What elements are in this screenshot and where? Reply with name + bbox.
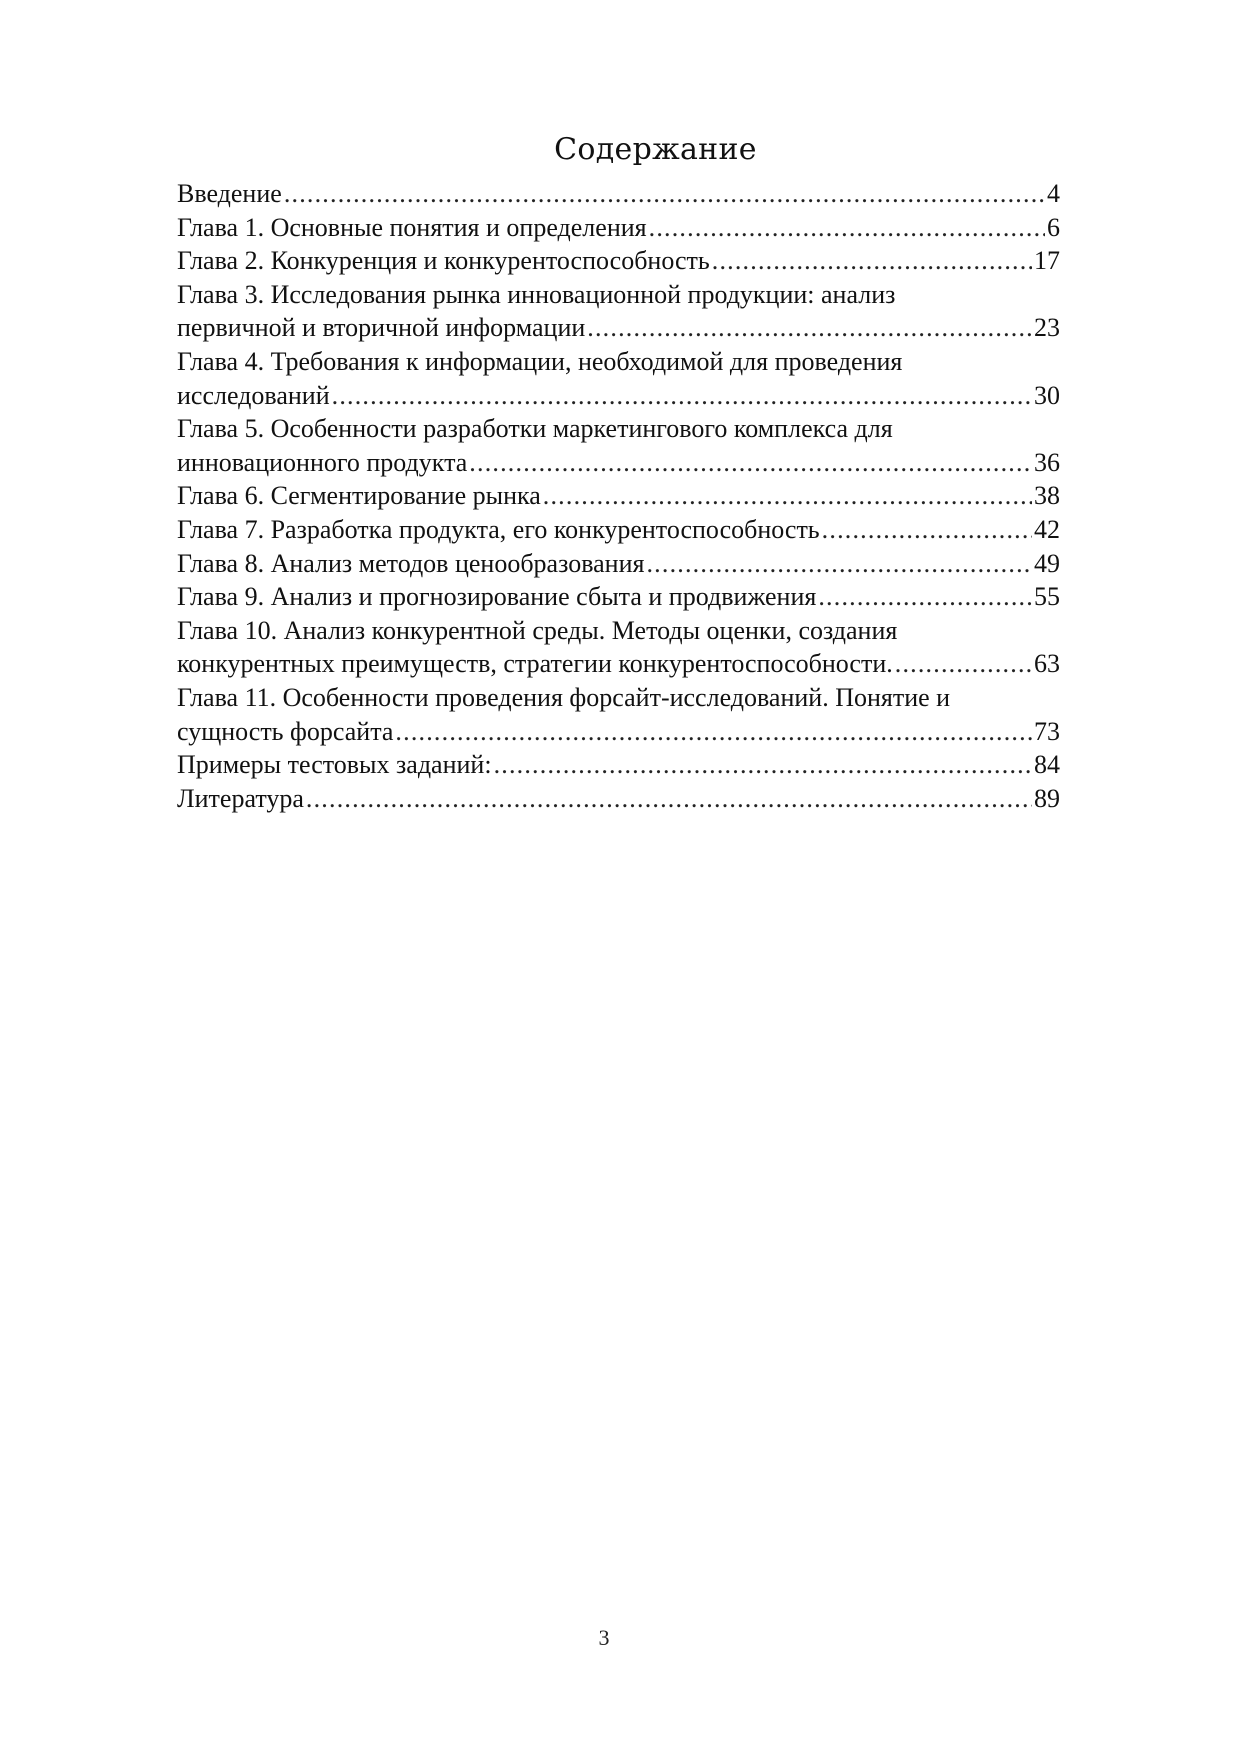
dot-leader (712, 244, 1032, 278)
dot-leader (543, 479, 1032, 513)
dot-leader (895, 647, 1032, 681)
toc-entry-label-continued: исследований (177, 380, 330, 410)
toc-line (177, 446, 1060, 480)
toc-entry-page: 38 (1034, 481, 1060, 511)
toc-entry-chapter-8[interactable] (177, 547, 1060, 581)
toc-entry-page: 89 (1034, 783, 1060, 813)
dot-leader (395, 715, 1032, 749)
toc-line (177, 681, 1060, 715)
toc-entry-label: Введение (177, 179, 282, 208)
toc-entry-page: 84 (1034, 750, 1060, 780)
toc-entry-label-continued: первичной и вторичной информации (177, 313, 586, 343)
toc-entry-page: 6 (1047, 212, 1060, 242)
toc-entry-label: Глава 11. Особенности проведения форсайт-исследований. Понятие и (177, 682, 951, 712)
dot-leader (587, 311, 1032, 345)
toc-entry-label: Глава 5. Особенности разработки маркетингового комплекса для (177, 414, 893, 444)
toc-line (177, 513, 1060, 547)
toc-entry-label: Литература (177, 783, 304, 813)
toc-line (177, 379, 1060, 413)
dot-leader (494, 748, 1032, 782)
toc-entry-introduction[interactable] (177, 177, 1060, 211)
toc-entry-page: 49 (1034, 548, 1060, 578)
toc-line (177, 580, 1060, 614)
toc-entry-label: Глава 4. Требования к информации, необходимой для проведения (177, 346, 903, 376)
toc-line (177, 211, 1060, 245)
toc-line (177, 647, 1060, 681)
toc-entry-label: Примеры тестовых заданий: (177, 750, 492, 780)
toc-line (177, 311, 1060, 345)
dot-leader (284, 177, 1045, 211)
toc-entry-chapter-7[interactable] (177, 513, 1060, 547)
toc-entry-chapter-2[interactable] (177, 244, 1060, 278)
toc-entry-label: Глава 9. Анализ и прогнозирование сбыта и продвижения (177, 582, 817, 612)
table-of-contents (177, 177, 1060, 815)
toc-entry-label-continued: инновационного продукта (177, 447, 468, 477)
toc-line (177, 748, 1060, 782)
toc-line (177, 412, 1060, 446)
toc-entry-page: 36 (1034, 447, 1060, 477)
toc-entry-literature[interactable] (177, 782, 1060, 816)
toc-entry-label-continued: сущность форсайта (177, 716, 394, 746)
toc-entry-chapter-6[interactable] (177, 479, 1060, 513)
dot-leader (649, 211, 1045, 245)
toc-entry-page: 17 (1034, 246, 1060, 276)
toc-entry-chapter-1[interactable] (177, 211, 1060, 245)
toc-entry-label: Глава 7. Разработка продукта, его конкурентоспособность (177, 514, 820, 544)
toc-line (177, 244, 1060, 278)
toc-title: Содержание (554, 132, 757, 167)
toc-line (177, 479, 1060, 513)
toc-entry-label: Глава 8. Анализ методов ценообразования (177, 548, 645, 578)
toc-entry-label: Глава 3. Исследования рынка инновационной продукции: анализ (177, 279, 896, 309)
toc-entry-label: Глава 10. Анализ конкурентной среды. Методы оценки, создания (177, 615, 898, 645)
toc-entry-label: Глава 2. Конкуренция и конкурентоспособность (177, 246, 710, 276)
toc-entry-page: 30 (1034, 380, 1060, 410)
toc-entry-chapter-4[interactable] (177, 345, 1060, 412)
toc-line (177, 715, 1060, 749)
page-number: 3 (598, 1625, 610, 1650)
toc-entry-page: 55 (1034, 582, 1060, 612)
dot-leader (332, 379, 1032, 413)
toc-line (177, 278, 1060, 312)
dot-leader (818, 580, 1032, 614)
toc-entry-label-continued: конкурентных преимуществ, стратегии конкурентоспособности. (177, 649, 893, 679)
toc-entry-chapter-9[interactable] (177, 580, 1060, 614)
toc-line (177, 782, 1060, 816)
toc-entry-page: 4 (1047, 179, 1060, 208)
dot-leader (469, 446, 1032, 480)
dot-leader (306, 782, 1032, 816)
toc-entry-chapter-5[interactable] (177, 412, 1060, 479)
toc-line (177, 547, 1060, 581)
toc-entry-label: Глава 1. Основные понятия и определения (177, 212, 647, 242)
toc-line (177, 614, 1060, 648)
toc-entry-label: Глава 6. Сегментирование рынка (177, 481, 541, 511)
toc-entry-page: 23 (1034, 313, 1060, 343)
toc-line (177, 177, 1060, 211)
toc-entry-chapter-3[interactable] (177, 278, 1060, 345)
toc-line (177, 345, 1060, 379)
toc-entry-page: 73 (1034, 716, 1060, 746)
toc-entry-page: 63 (1034, 649, 1060, 679)
dot-leader (646, 547, 1032, 581)
toc-entry-chapter-10[interactable] (177, 614, 1060, 681)
toc-entry-test-examples[interactable] (177, 748, 1060, 782)
dot-leader (822, 513, 1032, 547)
toc-entry-page: 42 (1034, 514, 1060, 544)
toc-entry-chapter-11[interactable] (177, 681, 1060, 748)
